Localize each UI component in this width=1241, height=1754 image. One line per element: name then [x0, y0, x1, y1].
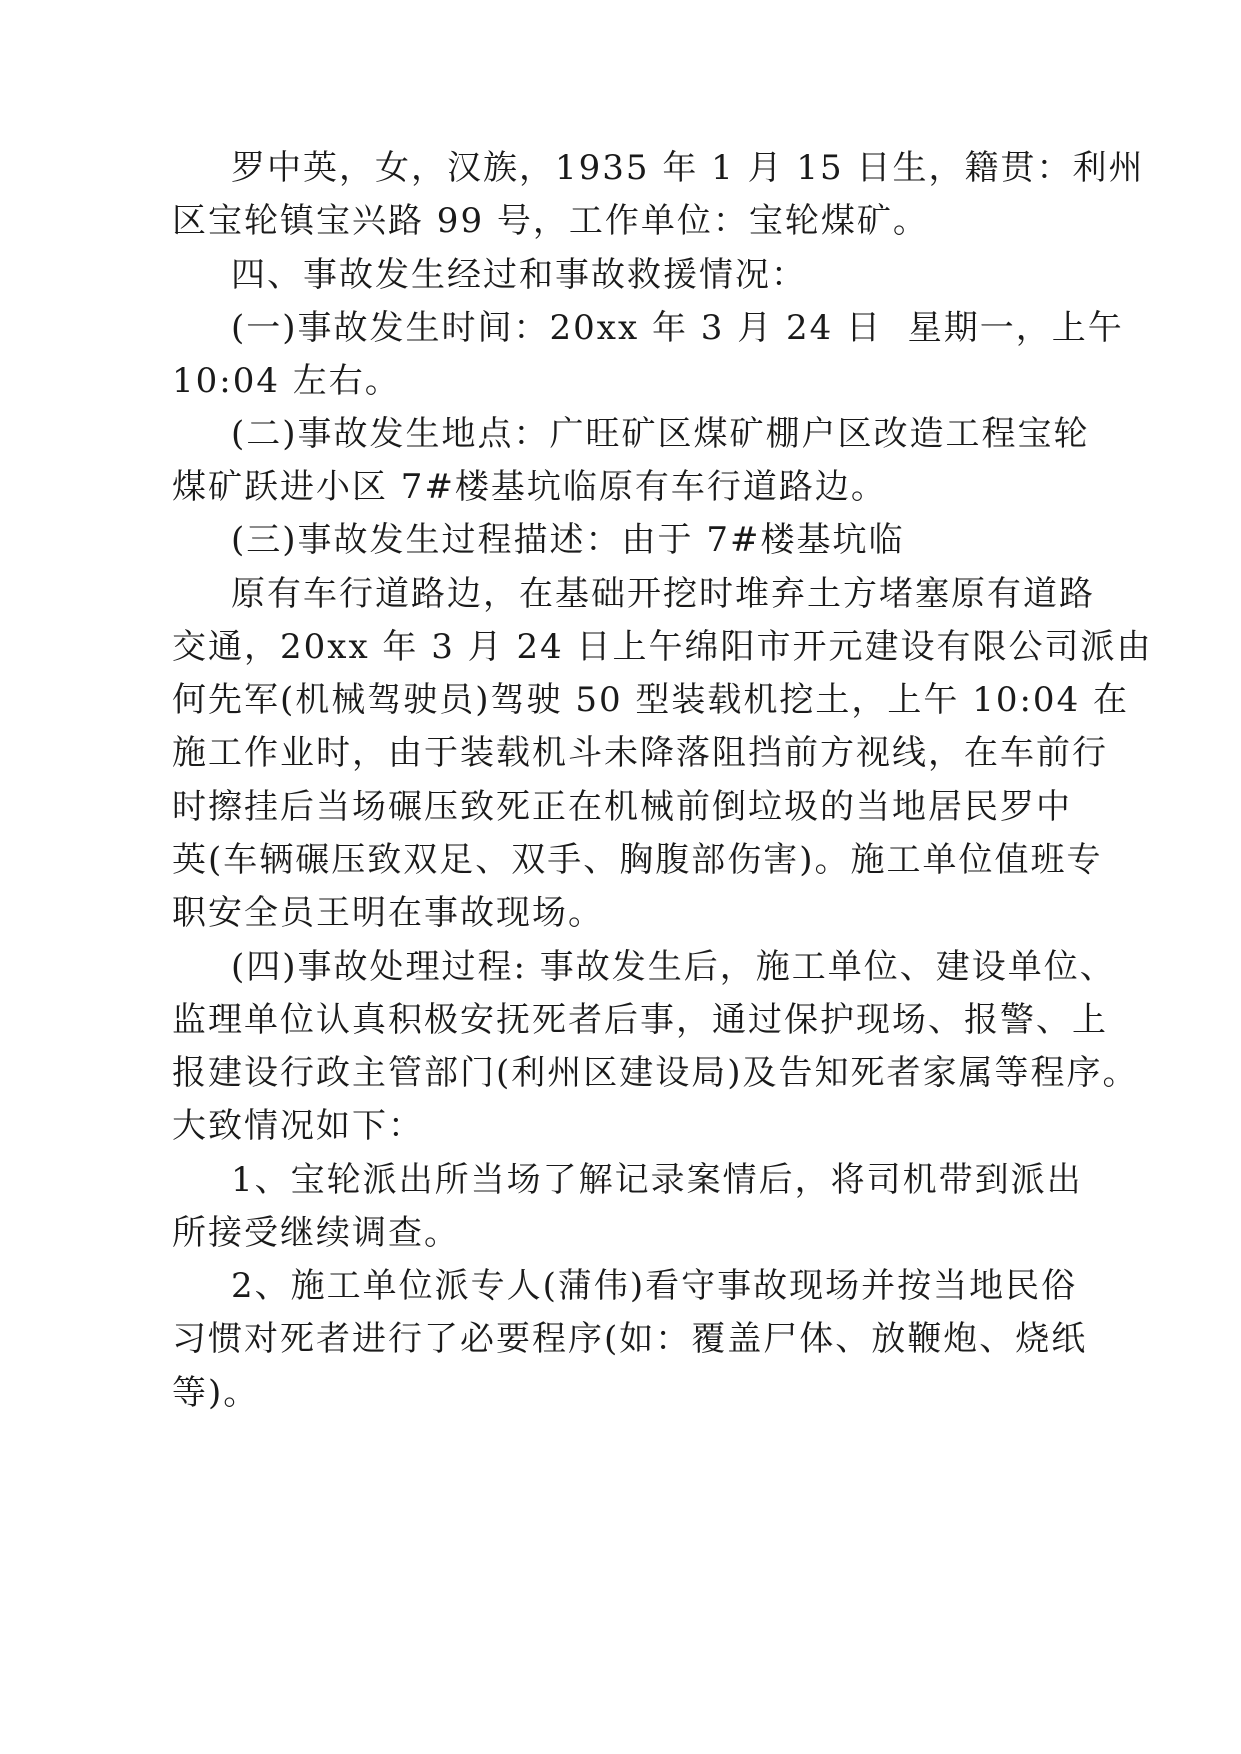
- text-line: 原有车行道路边，在基础开挖时堆弃土方堵塞原有道路: [231, 574, 1095, 614]
- text-line: 罗中英，女，汉族，1935 年 1 月 15 日生，籍贯：利州: [231, 148, 1145, 188]
- text-line: 职安全员王明在事故现场。: [172, 893, 604, 933]
- text-line: 英(车辆碾压致双足、双手、胸腹部伤害)。施工单位值班专: [172, 840, 1103, 880]
- text-line: 区宝轮镇宝兴路 99 号，工作单位：宝轮煤矿。: [172, 201, 929, 241]
- text-line: (二)事故发生地点：广旺矿区煤矿棚户区改造工程宝轮: [231, 414, 1090, 454]
- text-line: 所接受继续调查。: [172, 1213, 460, 1253]
- text-line: 交通，20xx 年 3 月 24 日上午绵阳市开元建设有限公司派由: [172, 627, 1153, 667]
- text-line: 报建设行政主管部门(利州区建设局)及告知死者家属等程序。: [172, 1053, 1139, 1093]
- text-line: 2、施工单位派专人(蒲伟)看守事故现场并按当地民俗: [231, 1266, 1078, 1306]
- text-line: (四)事故处理过程: 事故发生后，施工单位、建设单位、: [231, 947, 1116, 987]
- text-line: 10:04 左右。: [172, 361, 401, 401]
- text-line: (三)事故发生过程描述：由于 7#楼基坑临: [231, 520, 905, 560]
- text-line: 大致情况如下：: [172, 1106, 424, 1146]
- text-line: 时擦挂后当场碾压致死正在机械前倒垃圾的当地居民罗中: [172, 787, 1072, 827]
- text-line: 四、事故发生经过和事故救援情况：: [231, 255, 807, 295]
- text-line: 何先军(机械驾驶员)驾驶 50 型装载机挖土，上午 10:04 在: [172, 680, 1130, 720]
- text-line: (一)事故发生时间：20xx 年 3 月 24 日 星期一，上午: [231, 308, 1124, 348]
- text-line: 1、宝轮派出所当场了解记录案情后，将司机带到派出: [231, 1160, 1083, 1200]
- text-line: 监理单位认真积极安抚死者后事，通过保护现场、报警、上: [172, 1000, 1108, 1040]
- text-line: 习惯对死者进行了必要程序(如：覆盖尸体、放鞭炮、烧纸: [172, 1319, 1088, 1359]
- text-line: 施工作业时，由于装载机斗未降落阻挡前方视线，在车前行: [172, 733, 1108, 773]
- text-line: 等)。: [172, 1373, 260, 1413]
- text-line: 煤矿跃进小区 7#楼基坑临原有车行道路边。: [172, 467, 887, 507]
